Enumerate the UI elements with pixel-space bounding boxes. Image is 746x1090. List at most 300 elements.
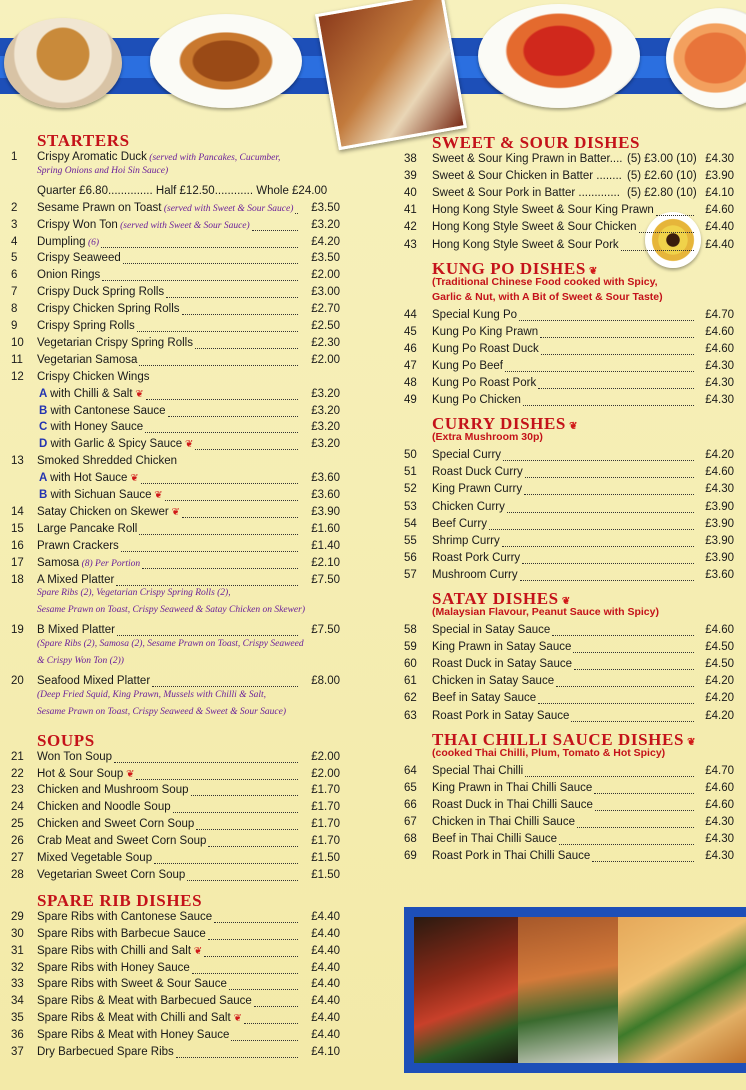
- item-number: 56: [404, 551, 417, 564]
- item-name-text: Dumpling: [37, 235, 86, 248]
- item-name-text: Chicken Curry: [432, 500, 505, 513]
- item-name-text: Crispy Chicken Wings: [37, 370, 150, 383]
- item-name-text: Crab Meat and Sweet Corn Soup: [37, 835, 207, 848]
- item-name: [39, 387, 144, 402]
- item-note: (served with Sweet & Sour Sauce): [161, 203, 294, 214]
- item-number: 57: [404, 568, 417, 581]
- item-price: £7.50: [311, 573, 340, 586]
- item-price: £4.20: [705, 675, 734, 688]
- item-number: 17: [11, 556, 24, 569]
- item-price: £3.90: [705, 517, 734, 530]
- item-name-text: Shrimp Curry: [432, 534, 500, 547]
- item-price: £3.60: [311, 489, 340, 501]
- item-number: 13: [11, 455, 24, 468]
- roast-platter-photo: [315, 0, 467, 150]
- item-name-text: Roast Duck in Satay Sauce: [432, 658, 572, 671]
- dot-leader: [142, 557, 298, 569]
- item-name-text: Crispy Seaweed: [37, 252, 121, 265]
- item-name: [432, 482, 522, 497]
- variant-letter: D: [39, 438, 51, 451]
- item-number: 55: [404, 534, 417, 547]
- item-price: £3.20: [311, 387, 340, 400]
- item-price: £4.40: [705, 238, 734, 251]
- item-name-text: Samosa: [37, 556, 80, 569]
- item-name-text: Roast Pork in Thai Chilli Sauce: [432, 850, 591, 863]
- item-name: [39, 404, 166, 419]
- dot-leader: [204, 945, 298, 957]
- item-portion-price: (5) £2.80 (10): [627, 187, 697, 200]
- item-number: 44: [404, 308, 417, 321]
- dot-leader: [503, 449, 694, 461]
- dot-leader: [231, 1029, 298, 1041]
- item-name: [432, 220, 637, 235]
- chili-icon: ❦: [168, 506, 180, 518]
- item-price: £4.10: [311, 1046, 340, 1058]
- item-name: [37, 454, 177, 469]
- item-name-text: Special Curry: [432, 449, 502, 462]
- dot-leader: [621, 239, 694, 251]
- item-number: 47: [404, 359, 417, 372]
- item-price: £1.50: [311, 852, 340, 864]
- item-name: [432, 764, 523, 779]
- item-name: [37, 522, 137, 537]
- item-name-text: Mushroom Curry: [432, 568, 518, 581]
- item-name-text: Kung Po King Prawn: [432, 325, 539, 338]
- item-name: [37, 977, 227, 992]
- item-name: [37, 251, 121, 266]
- item-number: 7: [11, 286, 18, 299]
- item-name-text: Large Pancake Roll: [37, 522, 138, 535]
- item-price: £4.60: [705, 798, 734, 811]
- item-price: £4.70: [705, 308, 734, 321]
- item-price: £3.20: [311, 218, 340, 231]
- dot-leader: [123, 252, 298, 264]
- item-number: 54: [404, 517, 417, 530]
- variant-letter: B: [39, 404, 51, 417]
- item-name: [37, 1028, 229, 1043]
- item-number: 24: [11, 801, 24, 814]
- item-number: 64: [404, 764, 417, 777]
- item-name: [432, 691, 536, 706]
- item-note: Spare Ribs (2), Vegetarian Crispy Spring Rolls (2),: [37, 588, 231, 599]
- item-name-text: with Hot Sauce: [50, 472, 128, 485]
- item-number: 27: [11, 852, 24, 864]
- item-price: £7.50: [311, 624, 340, 637]
- item-number: 12: [11, 370, 24, 383]
- item-number: 41: [404, 204, 417, 217]
- item-price: £4.40: [311, 910, 340, 923]
- item-price: £4.20: [705, 449, 734, 462]
- item-number: 66: [404, 798, 417, 811]
- item-name-text: Spare Ribs with Chilli and Salt: [37, 944, 192, 957]
- item-price: £4.20: [311, 235, 340, 248]
- item-name: [37, 834, 206, 849]
- item-price: £4.60: [705, 342, 734, 355]
- dot-leader: [145, 421, 298, 433]
- item-number: 2: [11, 201, 18, 214]
- item-name: [37, 201, 293, 217]
- item-number: 63: [404, 709, 417, 722]
- item-name-text: Won Ton Soup: [37, 750, 113, 763]
- chili-icon: ❦: [191, 945, 203, 957]
- dot-leader: [214, 911, 298, 923]
- item-name: [39, 437, 193, 452]
- item-price: £4.60: [705, 466, 734, 479]
- item-name-text: Hong Kong Style Sweet & Sour Chicken: [432, 221, 637, 234]
- item-number: 4: [11, 235, 18, 248]
- item-name: [39, 488, 163, 503]
- dot-leader: [182, 506, 298, 518]
- dot-leader: [229, 978, 298, 990]
- item-name-text: Crispy Chicken Spring Rolls: [37, 303, 180, 316]
- item-number: 25: [11, 818, 24, 831]
- item-name: [37, 817, 194, 832]
- item-number: 8: [11, 303, 18, 316]
- item-name-text: Roast Duck Curry: [432, 466, 523, 479]
- chili-icon: ❦: [230, 1013, 242, 1025]
- dot-leader: [559, 833, 694, 845]
- item-price: £4.40: [705, 221, 734, 234]
- dot-leader: [573, 641, 694, 653]
- item-number: 9: [11, 320, 18, 332]
- item-name: [432, 152, 623, 167]
- item-price: £2.10: [311, 556, 340, 569]
- dot-leader: [505, 360, 694, 372]
- dot-leader: [254, 995, 298, 1007]
- item-name-text: Kung Po Roast Pork: [432, 377, 537, 389]
- item-number: 3: [11, 218, 18, 231]
- item-number: 60: [404, 658, 417, 671]
- item-price: £4.60: [705, 325, 734, 338]
- item-number: 16: [11, 539, 24, 552]
- item-price: £4.30: [705, 850, 734, 863]
- dot-leader: [522, 552, 694, 564]
- item-name-text: Sweet & Sour King Prawn in Batter....: [432, 153, 623, 165]
- chili-icon: ❦: [132, 388, 144, 400]
- dot-leader: [136, 768, 298, 780]
- item-name-text: Prawn Crackers: [37, 539, 119, 552]
- dot-leader: [196, 818, 298, 830]
- item-name-text: with Honey Sauce: [50, 421, 144, 434]
- item-name-text: Seafood Mixed Platter: [37, 674, 151, 687]
- item-number: 59: [404, 641, 417, 654]
- item-number: 50: [404, 449, 417, 462]
- item-name: [432, 203, 654, 218]
- item-price: £4.50: [705, 641, 734, 654]
- dot-leader: [595, 799, 694, 811]
- item-name: [37, 1045, 174, 1060]
- item-name: [432, 393, 521, 408]
- item-name-text: Chicken and Noodle Soup: [37, 801, 171, 814]
- dot-leader: [538, 377, 694, 389]
- section-subtitle: (Extra Mushroom 30p): [432, 431, 543, 444]
- item-note: & Crispy Won Ton (2)): [37, 656, 124, 666]
- item-price: £4.70: [705, 764, 734, 777]
- item-price: £1.70: [311, 835, 340, 848]
- item-name: [432, 551, 520, 566]
- item-name: [432, 709, 569, 724]
- item-name-text: Kung Po Roast Duck: [432, 342, 539, 355]
- item-name: [39, 420, 143, 435]
- item-price: £4.20: [705, 709, 734, 722]
- item-number: 48: [404, 377, 417, 389]
- item-name-text: Special in Satay Sauce: [432, 624, 551, 636]
- item-price: £4.20: [705, 692, 734, 705]
- item-price: £2.00: [311, 750, 340, 763]
- item-number: 20: [11, 674, 24, 687]
- dot-leader: [541, 343, 694, 355]
- dot-leader: [540, 326, 694, 338]
- item-name-text: Kung Po Beef: [432, 359, 503, 372]
- dot-leader: [195, 438, 298, 450]
- item-number: 39: [404, 170, 417, 183]
- item-number: 61: [404, 675, 417, 688]
- dot-leader: [507, 501, 694, 513]
- item-name: [37, 767, 134, 782]
- item-name-text: Special Thai Chilli: [432, 764, 524, 777]
- item-name: [37, 1011, 242, 1026]
- item-number: 15: [11, 522, 24, 535]
- item-price: £2.70: [311, 303, 340, 316]
- dot-leader: [594, 782, 694, 794]
- item-name-text: Hong Kong Style Sweet & Sour King Prawn: [432, 204, 654, 217]
- item-name-text: Sweet & Sour Chicken in Batter ........: [432, 170, 622, 183]
- dot-leader: [252, 219, 298, 231]
- item-price: £8.00: [311, 674, 340, 687]
- item-price: £3.60: [705, 568, 734, 581]
- item-price: £4.60: [705, 624, 734, 636]
- stir-fry-photo-2: [518, 917, 618, 1063]
- item-price: £4.40: [311, 1012, 340, 1025]
- item-name: [37, 539, 119, 554]
- dot-leader: [116, 574, 298, 586]
- item-name: [432, 465, 523, 480]
- item-name: [37, 302, 180, 317]
- item-number: 32: [11, 961, 24, 974]
- item-number: 67: [404, 815, 417, 828]
- dot-leader: [519, 309, 694, 321]
- dot-leader: [538, 692, 694, 704]
- item-name-text: Spare Ribs with Honey Sauce: [37, 961, 190, 974]
- dot-leader: [191, 784, 298, 796]
- item-number: 58: [404, 624, 417, 636]
- section-heading: SWEET & SOUR DISHES: [432, 133, 641, 152]
- variant-letter: C: [39, 421, 51, 434]
- item-name-text: with Chilli & Salt: [50, 387, 133, 400]
- item-number: 26: [11, 835, 24, 848]
- item-price: £4.30: [705, 377, 734, 389]
- item-name: [37, 944, 202, 959]
- item-price: £2.50: [311, 320, 340, 332]
- item-name: [432, 376, 536, 391]
- item-name: [39, 471, 139, 486]
- item-name: [432, 815, 575, 830]
- item-name: [432, 238, 619, 253]
- dot-leader: [102, 269, 298, 281]
- item-name: [37, 505, 180, 520]
- header-photo-band: [0, 0, 746, 118]
- item-price: £4.40: [311, 978, 340, 991]
- dot-leader: [574, 658, 694, 670]
- item-number: 31: [11, 944, 24, 957]
- item-price: £4.30: [705, 359, 734, 372]
- stir-fry-photo-1: [414, 917, 518, 1063]
- item-number: 37: [11, 1046, 24, 1058]
- item-price: £3.20: [311, 404, 340, 417]
- item-name-text: Beef in Thai Chilli Sauce: [432, 833, 558, 845]
- chili-icon: ❦: [585, 265, 598, 277]
- item-name: [37, 868, 185, 883]
- item-number: 49: [404, 394, 417, 407]
- item-price: £2.00: [311, 353, 340, 366]
- dot-leader: [525, 765, 694, 777]
- item-note: (served with Sweet & Sour Sauce): [117, 220, 250, 231]
- item-price: £4.60: [705, 781, 734, 794]
- item-price: £4.30: [705, 483, 734, 496]
- item-name: [37, 961, 190, 976]
- section-subtitle: (Malaysian Flavour, Peanut Sauce with Spicy): [432, 606, 659, 618]
- item-name: [37, 851, 152, 866]
- item-price: £3.00: [311, 286, 340, 299]
- item-number: 52: [404, 483, 417, 496]
- item-number: 21: [11, 750, 24, 763]
- item-number: 19: [11, 624, 24, 637]
- item-name-text: Hot & Sour Soup: [37, 767, 124, 780]
- item-name-text: Crispy Aromatic Duck: [37, 151, 147, 163]
- item-name: [432, 500, 505, 515]
- item-name: [432, 169, 622, 184]
- item-number: 14: [11, 505, 24, 518]
- item-price: £4.40: [311, 927, 340, 940]
- item-name-text: Chicken and Mushroom Soup: [37, 784, 189, 797]
- chili-icon: ❦: [558, 596, 571, 607]
- item-name-text: Spare Ribs with Barbecue Sauce: [37, 927, 206, 940]
- item-name-text: King Prawn in Thai Chilli Sauce: [432, 781, 593, 794]
- item-number: 62: [404, 692, 417, 705]
- item-name-text: King Prawn in Satay Sauce: [432, 641, 572, 654]
- stir-fry-photo-3: [618, 917, 746, 1063]
- item-name-text: Spare Ribs & Meat with Barbecued Sauce: [37, 995, 252, 1008]
- dot-leader: [166, 286, 298, 298]
- item-name: [37, 783, 189, 798]
- item-name-text: Spare Ribs with Sweet & Sour Sauce: [37, 978, 227, 991]
- item-price: £1.70: [311, 818, 340, 831]
- item-name-text: Vegetarian Sweet Corn Soup: [37, 868, 186, 881]
- item-note: Sesame Prawn on Toast, Crispy Seaweed & Satay Chicken on Skewer): [37, 605, 305, 616]
- item-name-text: Dry Barbecued Spare Ribs: [37, 1046, 174, 1058]
- item-number: 53: [404, 500, 417, 513]
- item-price: £2.00: [311, 269, 340, 282]
- item-name-text: Hong Kong Style Sweet & Sour Pork: [432, 238, 619, 251]
- dot-leader: [571, 710, 694, 722]
- soup-bowl-photo: [4, 18, 122, 108]
- item-number: 46: [404, 342, 417, 355]
- section-subtitle: (cooked Thai Chilli, Plum, Tomato & Hot Spicy): [432, 746, 666, 759]
- dot-leader: [295, 202, 298, 214]
- chili-icon: ❦: [127, 473, 139, 485]
- chili-icon: ❦: [684, 736, 697, 748]
- item-price: £1.50: [311, 868, 340, 881]
- item-name: [432, 534, 500, 549]
- item-number: 40: [404, 187, 417, 200]
- portion-prices: Quarter £6.80.............. Half £12.50............ Whole £24.00: [37, 184, 328, 197]
- item-number: 10: [11, 336, 24, 349]
- item-number: 38: [404, 153, 417, 165]
- dot-leader: [139, 523, 298, 535]
- variant-letter: A: [39, 387, 51, 400]
- item-price: £4.40: [311, 944, 340, 957]
- item-price: £4.60: [705, 204, 734, 217]
- item-number: 69: [404, 850, 417, 863]
- item-price: £4.30: [705, 833, 734, 845]
- item-name-text: King Prawn Curry: [432, 483, 523, 496]
- item-name: [432, 308, 517, 323]
- item-number: 29: [11, 910, 24, 923]
- item-number: 34: [11, 995, 24, 1008]
- dot-leader: [525, 466, 694, 478]
- item-name: [432, 186, 620, 201]
- item-name: [432, 342, 539, 357]
- item-name-text: Spare Ribs & Meat with Honey Sauce: [37, 1029, 230, 1042]
- item-portion-price: (5) £3.00 (10): [627, 153, 697, 165]
- item-name-text: Roast Duck in Thai Chilli Sauce: [432, 798, 593, 811]
- item-price: £3.50: [311, 201, 340, 214]
- item-number: 6: [11, 269, 18, 282]
- item-number: 68: [404, 833, 417, 845]
- item-number: 22: [11, 767, 24, 780]
- dot-leader: [141, 472, 298, 484]
- item-name-text: with Garlic & Spicy Sauce: [50, 438, 183, 451]
- item-name-text: with Cantonese Sauce: [50, 404, 166, 417]
- dot-leader: [154, 852, 298, 864]
- item-name-text: with Sichuan Sauce: [50, 489, 152, 501]
- item-price: £1.70: [311, 801, 340, 814]
- item-price: £4.50: [705, 658, 734, 671]
- chili-icon: ❦: [151, 490, 163, 501]
- item-name-text: Kung Po Chicken: [432, 394, 521, 407]
- item-name: [37, 623, 115, 638]
- item-name-text: B Mixed Platter: [37, 624, 115, 637]
- item-price: £4.30: [705, 394, 734, 407]
- item-price: £1.70: [311, 784, 340, 797]
- item-name: [432, 657, 572, 672]
- item-name-text: Chicken in Satay Sauce: [432, 675, 555, 688]
- item-number: 35: [11, 1012, 24, 1025]
- item-name-text: Beef in Satay Sauce: [432, 692, 537, 705]
- item-number: 51: [404, 466, 417, 479]
- item-name: [37, 927, 206, 942]
- item-price: £3.20: [311, 421, 340, 434]
- item-price: £3.20: [311, 438, 340, 451]
- item-name: [432, 832, 557, 847]
- item-name: [432, 640, 571, 655]
- dot-leader: [117, 624, 298, 636]
- item-name: [432, 849, 590, 864]
- item-price: £4.40: [311, 961, 340, 974]
- item-name-text: Special Kung Po: [432, 308, 518, 321]
- dot-leader: [176, 1046, 298, 1058]
- dot-leader: [523, 394, 694, 406]
- dot-leader: [165, 489, 298, 501]
- item-name: [37, 750, 112, 765]
- item-price: £4.10: [705, 187, 734, 200]
- item-name: [37, 235, 99, 251]
- section-heading: KUNG PO DISHES ❦: [432, 258, 598, 278]
- item-price: £3.90: [311, 505, 340, 518]
- dot-leader: [656, 204, 694, 216]
- item-name: [432, 517, 487, 532]
- dot-leader: [639, 221, 694, 233]
